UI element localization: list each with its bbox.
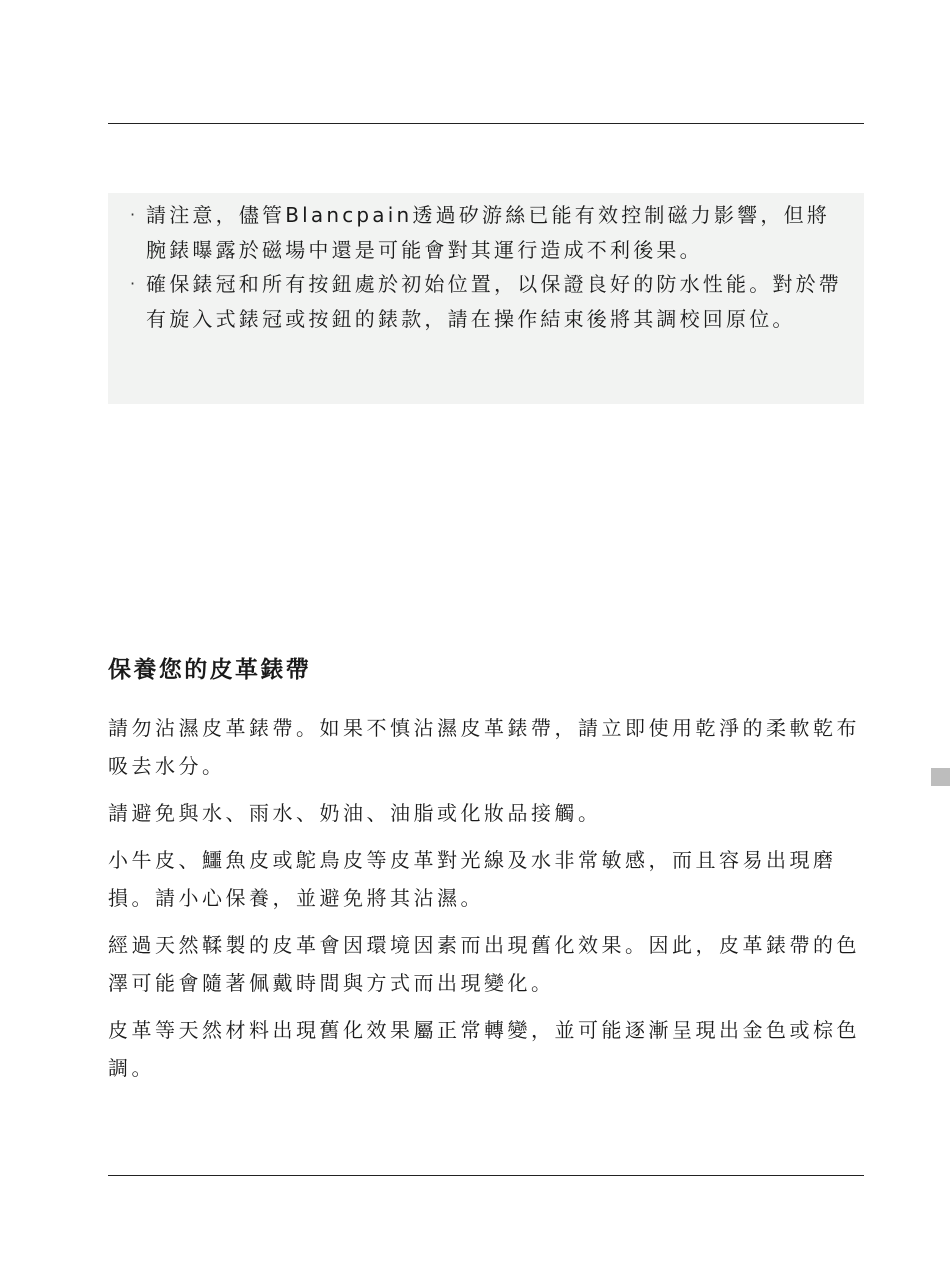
- paragraph: 請勿沾濕皮革錶帶。如果不慎沾濕皮革錶帶，請立即使用乾淨的柔軟乾布吸去水分。: [108, 716, 860, 778]
- paragraph: 皮革等天然材料出現舊化效果屬正常轉變，並可能逐漸呈現出金色或棕色調。: [108, 1018, 860, 1080]
- section-title: 保養您的皮革錶帶: [108, 657, 312, 683]
- footer-rule: [108, 1175, 864, 1176]
- bullet-icon: ·: [130, 205, 136, 224]
- notice-list: [130, 198, 848, 336]
- paragraph: 請避免與水、雨水、奶油、油脂或化妝品接觸。: [108, 801, 602, 825]
- bullet-icon: ·: [130, 274, 136, 293]
- header-rule: [108, 123, 864, 124]
- chapter-tab-marker: [931, 768, 950, 786]
- notice-text: 請注意，儘管Blancpain透過矽游絲已能有效控制磁力影響，但將腕錶曝露於磁場中還是可能會對其運行造成不利後果。: [146, 203, 830, 262]
- paragraph: 小牛皮、鱷魚皮或鴕鳥皮等皮革對光線及水非常敏感，而且容易出現磨損。請小心保養，並避免將其沾濕。: [108, 848, 837, 910]
- section-body: [108, 709, 870, 1096]
- notice-item: [130, 267, 848, 336]
- notice-item: [130, 198, 848, 267]
- notice-text: 確保錶冠和所有按鈕處於初始位置，以保證良好的防水性能。對於帶有旋入式錶冠或按鈕的錶款，請在操作結束後將其調校回原位。: [146, 272, 842, 331]
- notice-box: [108, 193, 864, 404]
- paragraph: 經過天然鞣製的皮革會因環境因素而出現舊化效果。因此，皮革錶帶的色澤可能會隨著佩戴時間與方式而出現變化。: [108, 933, 860, 995]
